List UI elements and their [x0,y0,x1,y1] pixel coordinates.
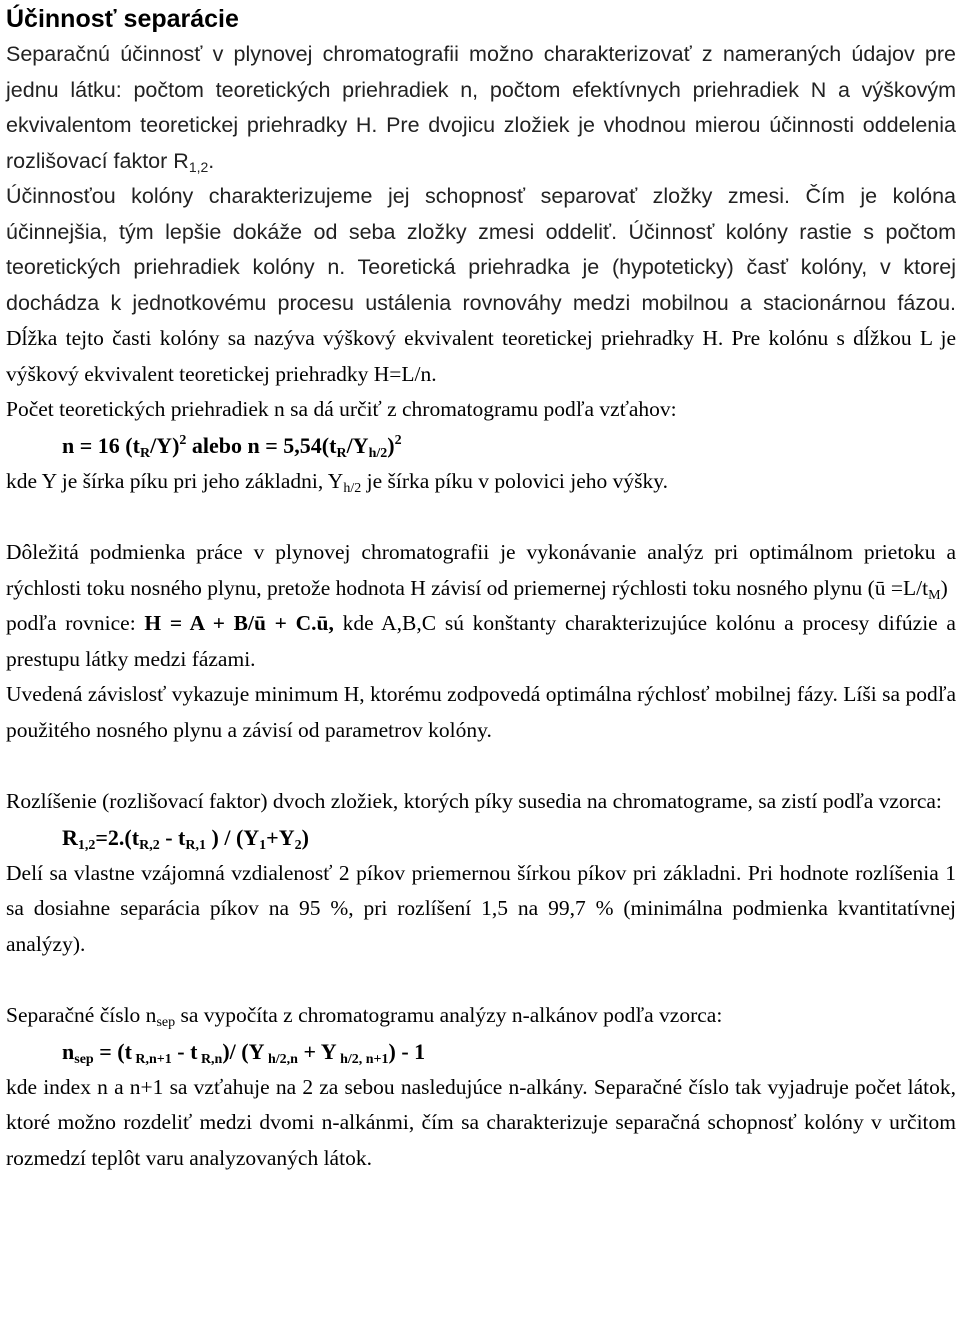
paragraph-van-deemter [6,606,956,677]
document-page [0,4,960,1321]
text-part: Dôležitá podmienka práce v plynovej chromatografii je vykonávanie analýz pri optimálnom prietoku a rýchlosti toku nosného plynu, pretože hodnota H závisí od priemernej rýchlosti toku nosného plynu (ū =L/t [6,540,956,600]
formula-part: - t [171,1038,198,1064]
formula-subscript: R,n [197,1051,223,1067]
formula-part: /Y [346,432,369,458]
formula-part: ) / (Y [206,824,260,850]
formula-part: + Y [297,1038,337,1064]
formula-subscript: 1,2 [77,837,96,853]
formula-subscript: R,2 [139,837,160,853]
text-subscript: h/2 [343,480,362,496]
formula-resolution [6,820,956,856]
formula-subscript: h/2 [368,445,388,461]
formula-part: /Y) [150,432,180,458]
formula-subscript: h/2, n+1 [336,1051,389,1067]
paragraph-resolution-after: Delí sa vlastne vzájomná vzdialenosť 2 píkov priemernou šírkou píkov pri základni. Pri hodnote rozlíšenia 1 sa dosiahne separácia píkov na 95 %, pri rozlíšení 1,5 na 99,7 % (minimálna podmienka kvantitatívnej analýzy). [6,860,956,956]
intro-subscript: 1,2 [188,158,209,175]
paragraph-intro [6,37,956,179]
formula-part: ) - 1 [388,1038,426,1064]
spacer [6,748,956,784]
formula-superscript: 2 [394,432,402,448]
page-title: Účinnosť separácie [6,5,239,33]
formula-part: n = 16 (t [62,432,140,458]
formula-part: alebo n = 5,54(t [186,432,337,458]
formula-subscript: R [139,445,151,461]
paragraph-flow [6,535,956,606]
paragraph-plates-lead: Počet teoretických priehradiek n sa dá určiť z chromatogramu podľa vzťahov: [6,397,677,421]
text-part: kde Y je šírka píku pri jeho základni, Y [6,468,344,493]
formula-part: n [62,1038,75,1064]
formula-superscript: 2 [179,432,187,448]
text-subscript: M [928,587,941,603]
van-deemter-formula: H = A + B/ū + C.ū, [144,611,334,635]
formula-subscript: 2 [294,837,302,853]
formula-subscript: R,n+1 [131,1051,172,1067]
text-part: sa vypočíta z chromatogramu analýzy n-alkánov podľa vzorca: [175,1003,723,1027]
intro-text: Separačnú účinnosť v plynovej chromatografii možno charakterizovať z nameraných údajov pre jednu látku: počtom teoretických priehradiek n, počtom efektívnych priehradiek N a výškovým ekvivalentom teoretickej priehradky H. Pre dvojicu zložiek je vhodnou mierou účinnosti oddelenia rozlišovací faktor R [6,42,956,173]
paragraph-plates-after [6,464,956,500]
formula-part: +Y [266,824,295,850]
paragraph-separation-after: kde index n a n+1 sa vzťahuje na 2 za sebou nasledujúce n-alkány. Separačné číslo tak vyjadruje počet látok, ktoré možno rozdeliť medzi dvomi n-alkánmi, čím sa charakterizuje separačná schopnosť kolóny v určitom rozmedzí teplôt varu analyzovaných látok. [6,1074,956,1170]
text-part: ) [940,575,948,600]
formula-separation-number [6,1034,956,1070]
formula-part: )/ (Y [222,1038,265,1064]
text-subscript: sep [156,1015,176,1030]
paragraph-resolution-lead: Rozlíšenie (rozlišovací faktor) dvoch zložiek, ktorých píky susedia na chromatograme, sa zistí podľa vzorca: [6,789,942,813]
efficiency-text: Účinnosťou kolóny charakterizujeme jej schopnosť separovať zložky zmesi. Čím je kolóna účinnejšia, tým lepšie dokáže od seba zložky zmesi oddeliť. Účinnosť kolóny rastie s počtom teoretických priehradiek kolóny n. Teoretická priehradka je (hypoteticky) časť kolóny, v ktorej dochádza k jednotkovému procesu ustálenia rovnováhy medzi mobilnou a stacionárnou fázou. [6,184,956,315]
formula-part: ) [301,824,309,850]
formula-part: = (t [93,1038,132,1064]
paragraph-separation-lead [6,998,956,1034]
formula-part: ) [387,432,395,458]
paragraph-efficiency [6,179,956,392]
text-part: kde A,B,C sú konštanty charakterizujúce kolónu a procesy difúzie a prestupu látky medzi fázami. [6,611,956,671]
efficiency-serif-text: Dĺžka tejto časti kolóny sa nazýva výškový ekvivalent teoretickej priehradky H. Pre kolónu s dĺžkou L je výškový ekvivalent teoretickej priehradky H=L/n. [6,326,956,386]
formula-part: =2.(t [95,824,140,850]
formula-subscript: 1 [259,837,267,853]
intro-end: . [208,148,215,173]
spacer [6,499,956,535]
formula-subscript: sep [74,1051,94,1067]
formula-subscript: R,1 [185,837,206,853]
spacer [6,962,956,998]
formula-subscript: R [336,445,347,461]
formula-subscript: h/2,n [264,1051,298,1067]
formula-plates [6,428,956,464]
formula-part: - t [159,824,186,850]
formula-part: R [62,824,78,850]
paragraph-minimum: Uvedená závislosť vykazuje minimum H, ktorému zodpovedá optimálna rýchlosť mobilnej fázy. Líši sa podľa použitého nosného plynu a závisí od parametrov kolóny. [6,682,956,742]
text-part: Separačné číslo n [6,1003,157,1027]
text-part: je šírka píku v polovici jeho výšky. [361,468,668,493]
text-part: podľa rovnice: [6,611,145,635]
